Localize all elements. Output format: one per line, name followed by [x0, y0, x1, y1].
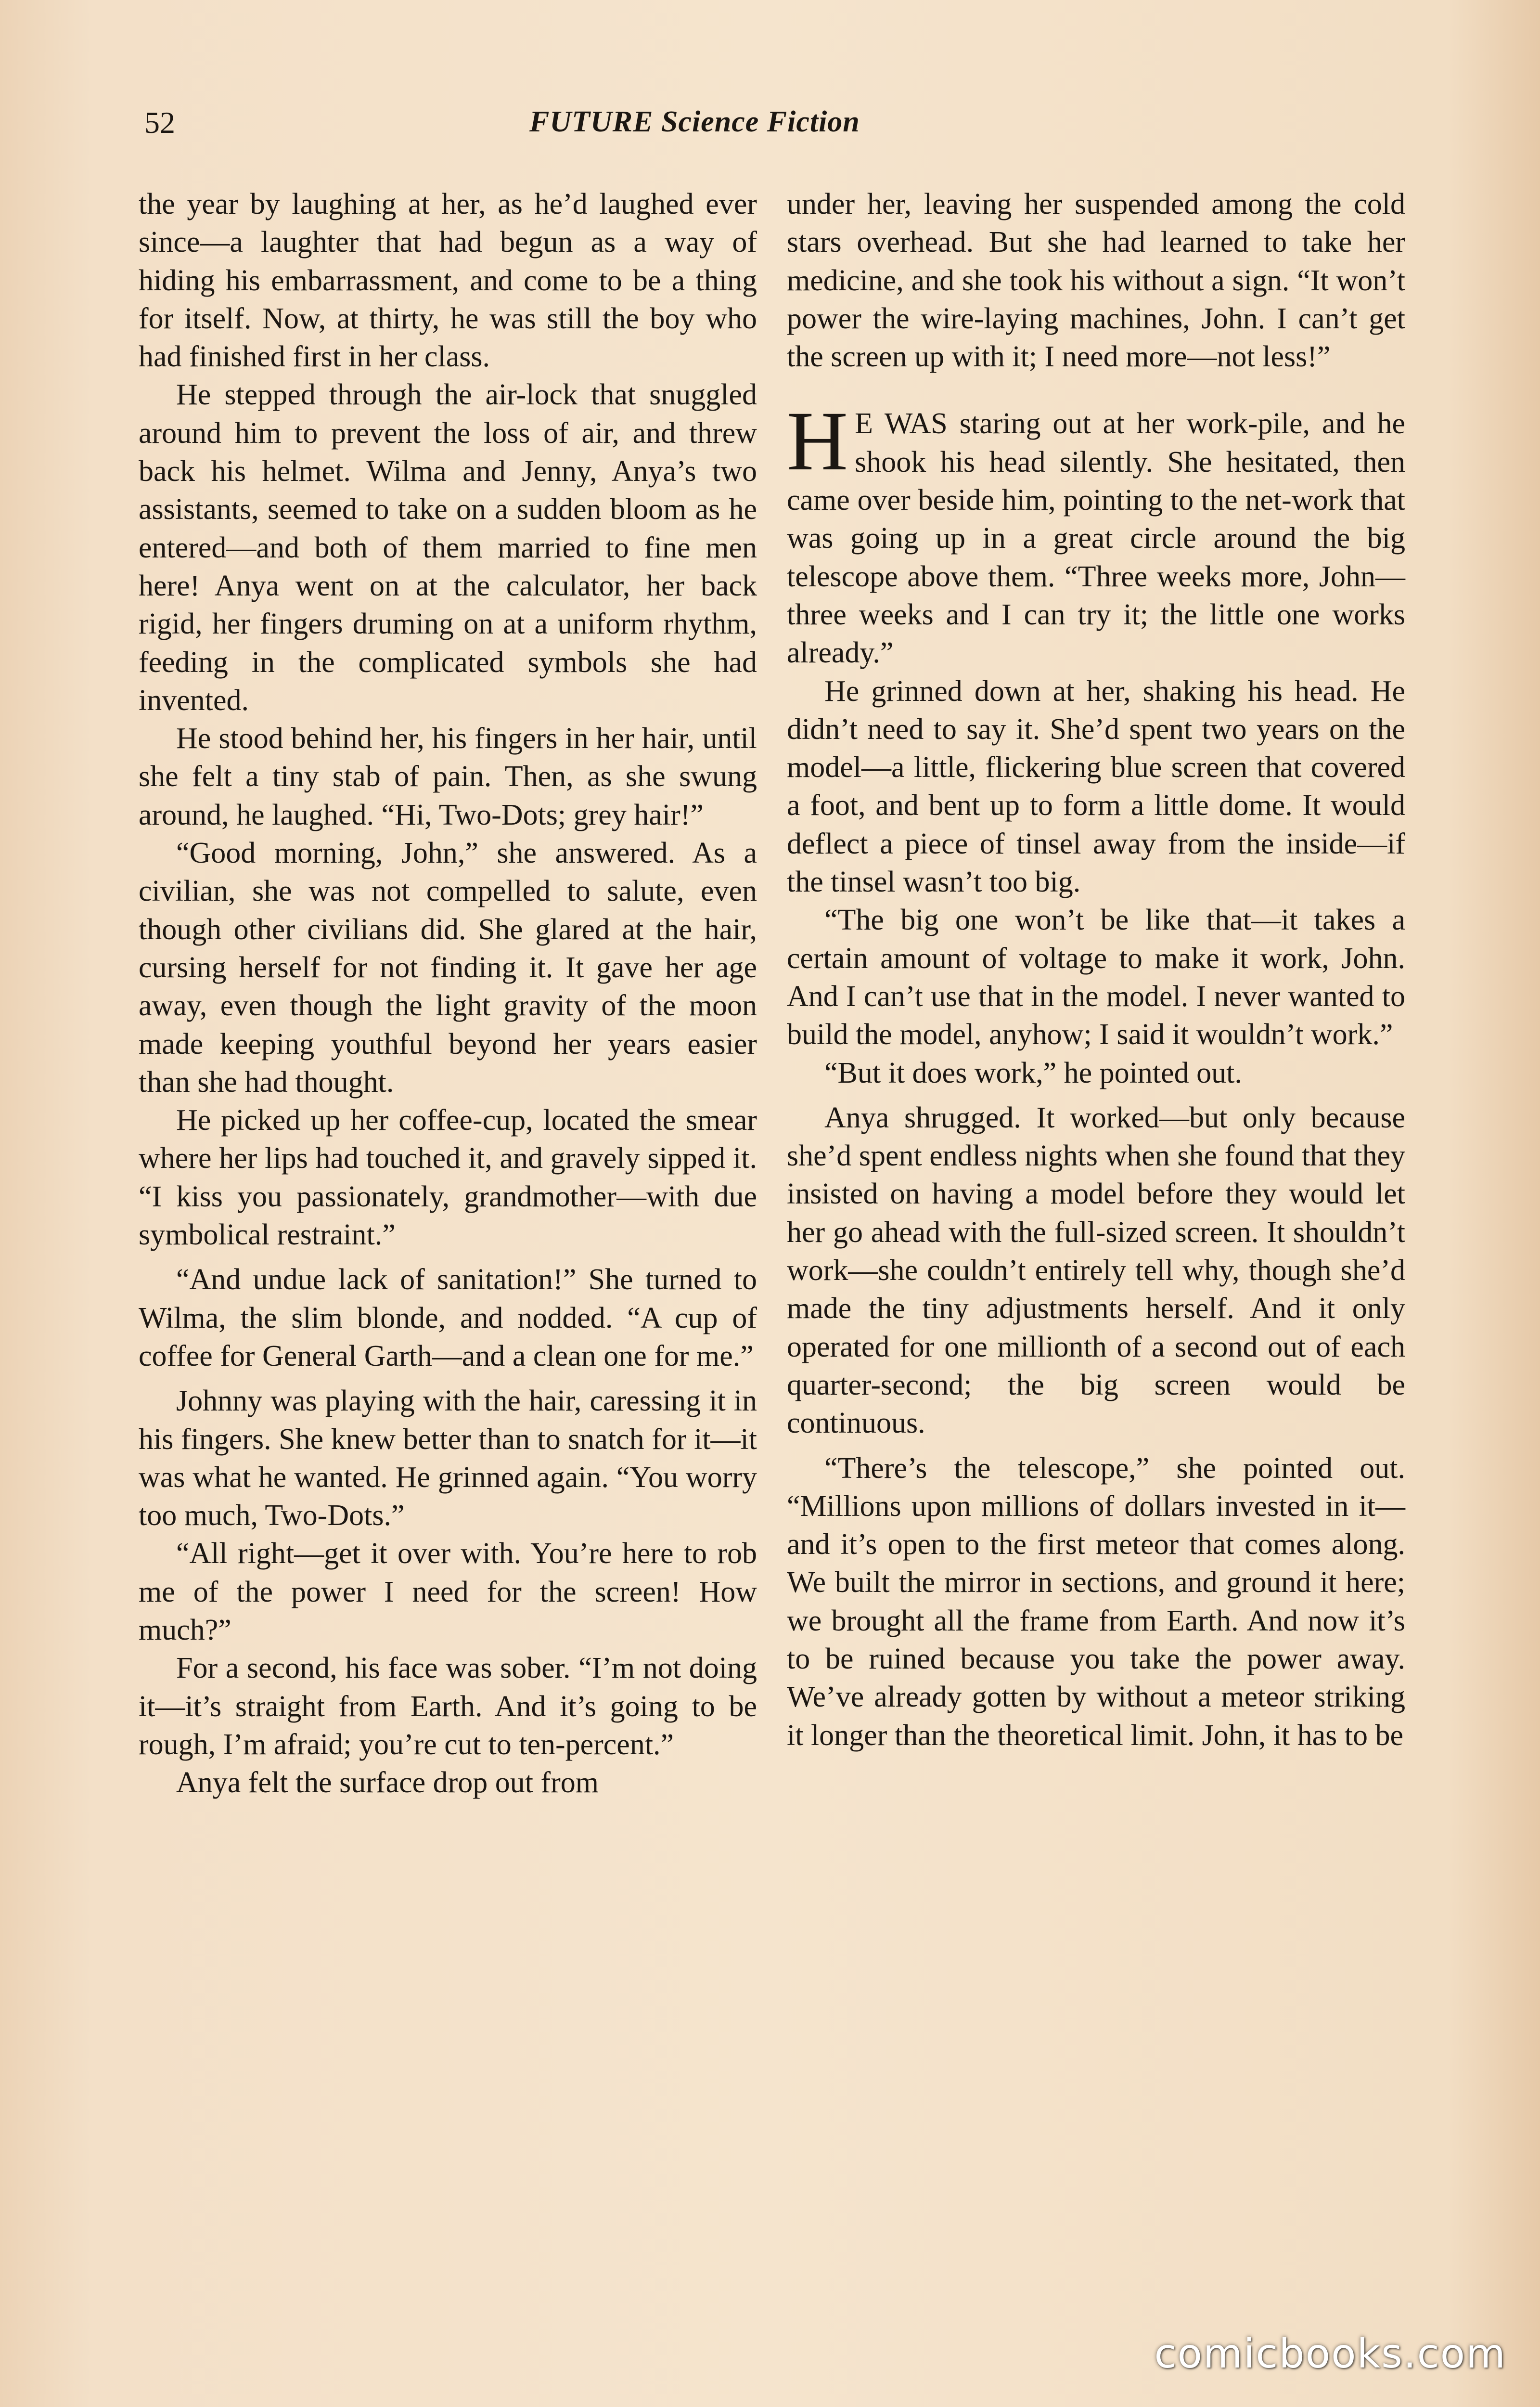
paragraph: Anya shrugged. It worked—but only because she’d spent endless nights when she found that they insisted on having a model before they would let her go ahead with the full-sized screen. It shouldn’t work—she couldn’t entirely tell why, though she’d made the tiny adjustments herself. And it only operated for one millionth of a second out of each quarter-second; the big screen would be continuous. [787, 1101, 1405, 1440]
left-column [139, 185, 757, 1802]
paragraph: Anya felt the surface drop out from [176, 1766, 599, 1799]
page-number: 52 [144, 105, 175, 140]
paragraph: “There’s the telescope,” she pointed out. “Millions upon millions of dollars invested in it—and it’s open to the first meteor that comes along. We built the mirror in sections, and ground it here; we brought all the frame from Earth. And now it’s to be ruined because you take the power away. We’ve already gotten by without a meteor striking it longer than the theoretical limit. John, it has to be [787, 1451, 1405, 1752]
paragraph: He stepped through the air-lock that snuggled around him to prevent the loss of air, and threw back his helmet. Wilma and Jenny, Anya’s two assistants, seemed to take on a sudden bloom as he entered—and both of them married to fine men here! Anya went on at the calculator, her back rigid, her fingers druming on at a uniform rhythm, feeding in the complicated symbols she had invented. [139, 378, 757, 717]
paragraph: “And undue lack of sanitation!” She turned to Wilma, the slim blonde, and nodded. “A cup of coffee for General Garth—and a clean one for me.” [139, 1263, 757, 1372]
paragraph: He grinned down at her, shaking his head. He didn’t need to say it. She’d spent two years on the model—a little, flickering blue screen that covered a foot, and bent up to form a little dome. It would deflect a piece of tinsel away from the inside—if the tinsel wasn’t too big. [787, 674, 1405, 899]
running-head: FUTURE Science Fiction [529, 105, 860, 138]
paragraph: “The big one won’t be like that—it takes a certain amount of voltage to make it work, John. And I can’t use that in the model. I never wanted to build the model, anyhow; I said it wouldn’t work.” [787, 904, 1405, 1051]
drop-cap-paragraph [787, 394, 1405, 672]
paragraph: He picked up her coffee-cup, located the smear where her lips had touched it, and gravely sipped it. “I kiss you passionately, grandmother—with due symbolical restraint.” [139, 1104, 757, 1252]
drop-cap-paragraph-text: E WAS staring out at her work-pile, and he shook his head silently. She hesitated, then came over beside him, pointing to the net-work that was going up in a great circle around the big telescope above them. “Three weeks more, John—three weeks and I can try it; the little one works already.” [787, 407, 1405, 670]
paragraph: Johnny was playing with the hair, caressing it in his fingers. She knew better than to snatch for it—it was what he wanted. He grinned again. “You worry too much, Two-Dots.” [139, 1385, 757, 1532]
right-column [787, 185, 1405, 1755]
paragraph: “All right—get it over with. You’re here to rob me of the power I need for the screen! How much?” [139, 1537, 757, 1646]
page-header [144, 105, 1405, 158]
paragraph: under her, leaving her suspended among the cold stars overhead. But she had learned to take her medicine, and she took his without a sign. “It won’t power the wire-laying machines, John. I can’t get the screen up with it; I need more—not less!” [787, 188, 1405, 374]
paragraph: “Good morning, John,” she answered. As a civilian, she was not compelled to salute, even though other civilians did. She glared at the hair, cursing herself for not finding it. It gave her age away, even though the light gravity of the moon made keeping youthful beyond her years easier than she had thought. [139, 837, 757, 1099]
paragraph: For a second, his face was sober. “I’m not doing it—it’s straight from Earth. And it’s going to be rough, I’m afraid; you’re cut to ten-percent.” [139, 1652, 757, 1761]
drop-cap: H [787, 394, 848, 489]
watermark: comicbooks.com [1154, 2330, 1506, 2377]
paragraph: “But it does work,” he pointed out. [824, 1056, 1242, 1089]
paragraph: He stood behind her, his fingers in her hair, until she felt a tiny stab of pain. Then, as she swung around, he laughed. “Hi, Two-Dots; grey hair!” [139, 722, 757, 831]
paragraph: the year by laughing at her, as he’d laughed ever since—a laughter that had begun as a way of hiding his embarrassment, and come to be a thing for itself. Now, at thirty, he was still the boy who had finished first in her class. [139, 188, 757, 374]
